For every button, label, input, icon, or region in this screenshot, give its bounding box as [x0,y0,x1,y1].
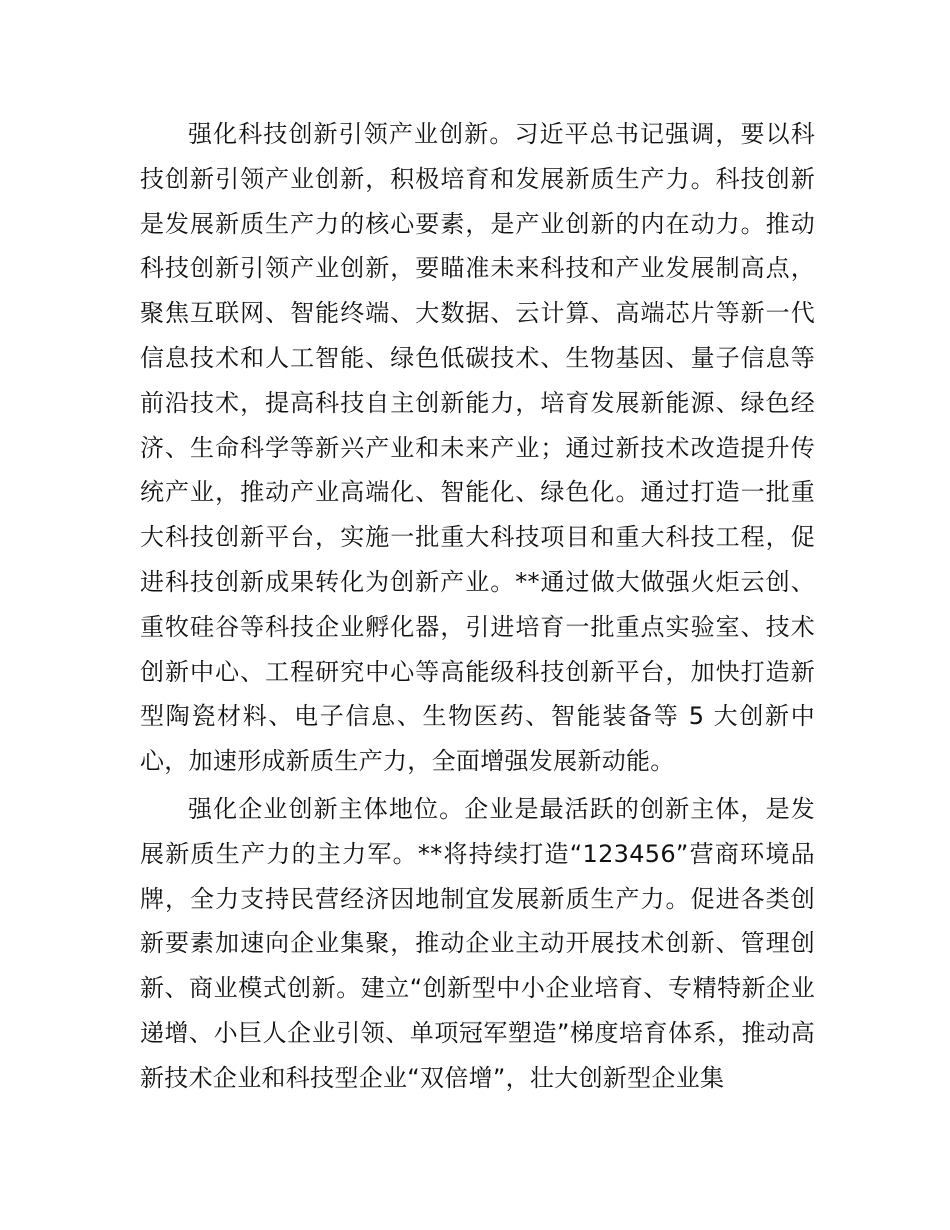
document-body [140,112,815,1101]
paragraph-enterprise-innovation: 强化企业创新主体地位。企业是最活跃的创新主体，是发展新质生产力的主力军。**将持续打造“123456”营商环境品牌，全力支持民营经济因地制宜发展新质生产力。促进各类创新要素加速向企业集聚，推动企业主动开展技术创新、管理创新、商业模式创新。建立“创新型中小企业培育、专精特新企业递增、小巨人企业引领、单项冠军塑造”梯度培育体系，推动高新技术企业和科技型企业“双倍增”，壮大创新型企业集 [140,794,815,1092]
paragraph-tech-innovation: 强化科技创新引领产业创新。习近平总书记强调，要以科技创新引领产业创新，积极培育和发展新质生产力。科技创新是发展新质生产力的核心要素，是产业创新的内在动力。推动科技创新引领产业创新，要瞄准未来科技和产业发展制高点，聚焦互联网、智能终端、大数据、云计算、高端芯片等新一代信息技术和人工智能、绿色低碳技术、生物基因、量子信息等前沿技术，提高科技自主创新能力，培育发展新能源、绿色经济、生命科学等新兴产业和未来产业；通过新技术改造提升传统产业，推动产业高端化、智能化、绿色化。通过打造一批重大科技创新平台，实施一批重大科技项目和重大科技工程，促进科技创新成果转化为创新产业。**通过做大做强火炬云创、重牧硅谷等科技企业孵化器，引进培育一批重点实验室、技术创新中心、工程研究中心等高能级科技创新平台，加快打造新型陶瓷材料、电子信息、生物医药、智能装备等 5 大创新中心，加速形成新质生产力，全面增强发展新动能。 [140,120,815,776]
